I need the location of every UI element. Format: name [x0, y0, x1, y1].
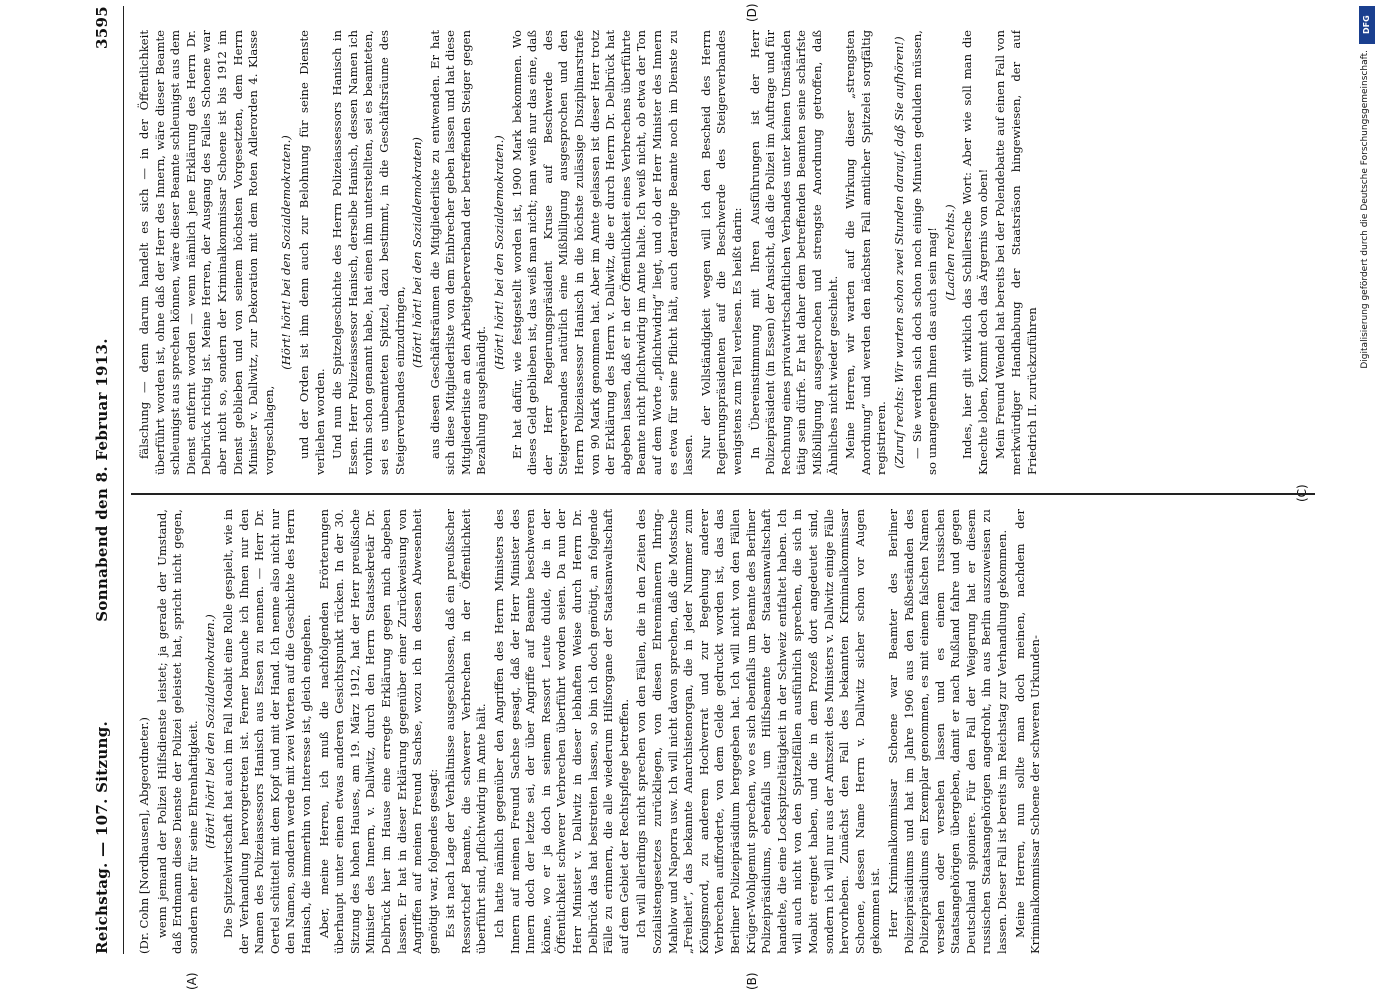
- interjection: (Zuruf rechts: Wir warten schon zwei Stunden darauf, daß Sie aufhören!): [891, 36, 906, 469]
- paragraph: Und nun die Spitzelgeschichte des Herrn Polizeiassessors Hanisch in Essen. Herr Polizeiassessor Hanisch, derselbe Hanisch, dessen Namen ich vorhin schon genannt habe, hat einen ihm unterstellten, sei es beamteten, sei es unbeamteten Spitzel, dazu bestimmt, in die Geschäftsräume des Steigerverbandes einzudringen,: [330, 30, 407, 475]
- interjection: (Hört! hört! bei den Sozialdemokraten.): [492, 135, 507, 370]
- paragraph: Die Spitzelwirtschaft hat auch im Fall Moabit eine Rolle gespielt, wie in der Verhandlung hervorgetreten ist. Ferner brauche ich Ihnen nur den Namen des Polizeiassessors Hanisch aus Essen zu nennen. — Herr Dr. Oertel schüttelt mit dem Kopf und mit der Hand. Ich nenne also nicht nur den Namen, sondern werde mit zwei Worten auf die Geschichte des Herrn Hanisch, die immerhin von Interesse ist, gleich eingehen.: [220, 509, 313, 954]
- paragraph: fälschung — denn darum handelt es sich — in der Öffentlichkeit überführt worden ist, ohne daß der Herr des Innern, wäre dieser Beamte schleunigst aus sprechen können, wäre dieser Beamte schleunigst aus dem Dienst entfernt worden — wenn nämlich jene Erklärung des Herrn Dr. Delbrück richtig ist. Meine Herren, der Ausgang des Falles Schoene war aber nicht so, sondern der Kriminalkommissar Schoene ist bis 1912 im Dienst geblieben und von seinem höchsten Vorgesetzten, dem Herrn Minister v. Dallwitz, zur Dekoration mit dem Roten Adlerorden 4. Klasse vorgeschlagen,: [137, 30, 276, 475]
- paragraph: Herr Kriminalkommissar Schoene war Beamter des Berliner Polizeipräsidiums und hat im Jahre 1906 aus den Paßbeständen des Polizeipräsidiums ein Exemplar genommen, es mit einem falschen Namen versehen oder versehen lassen und es einem russischen Staatsangehörigen übergeben, damit er nach Rußland fahre und gegen Deutschland spioniere. Für den Fall der Weigerung hat er diesem russischen Staatsangehörigen angedroht, ihn aus Berlin auszuweisen zu lassen. Dieser Fall ist bereits im Reichstag zur Verhandlung gekommen.: [885, 509, 1010, 954]
- paragraph: Mein Freund Wendel hat bereits bei der Polendebatte auf einen Fall von merkwürdiger Handhabung der Staatsräson hingewiesen, der auf Friedrich II. zurückzuführen: [993, 30, 1039, 475]
- header-date: Sonnabend den 8. Februar 1913.: [93, 338, 111, 622]
- margin-marker-a: (A): [185, 972, 199, 990]
- margin-marker-d: (D): [745, 3, 759, 22]
- paragraph: Meine Herren, wir warten auf die Wirkung dieser „strengsten Anordnung“ und werden den nächsten Fall amtlicher Spitzelei sorgfältig registrieren.: [843, 30, 889, 475]
- paragraph: Nur der Vollständigkeit wegen will ich den Bescheid des Herrn Regierungspräsidenten auf die Beschwerde des Steigerverbandes wenigstens zum Teil verlesen. Es heißt darin:: [698, 30, 744, 475]
- page-header: [93, 6, 119, 954]
- text-column-right: [137, 30, 1307, 475]
- interjection: (Hört! hört! bei den Sozialdemokraten.): [203, 614, 218, 849]
- header-rule: [123, 6, 124, 954]
- page-number: 3595: [93, 6, 111, 49]
- column-divider: [131, 494, 1315, 496]
- document-page: [45, 0, 1325, 990]
- paragraph: Aber, meine Herren, ich muß die nachfolgenden Erörterungen überhaupt unter einen etwas anderen Gesichtspunkt rücken. In der 30. Sitzung des hohen Hauses, am 19. März 1912, hat der Herr preußische Minister des Innern, v. Dallwitz, durch den Herrn Staatssekretär Dr. Delbrück hier im Hause eine erregte Erklärung gegen mich abgeben lassen. Er hat in dieser Erklärung gegenüber einer Zurückweisung von Angriffen auf meinen Freund Sachse, wozu ich in dessen Abwesenheit genötigt war, folgendes gesagt:: [316, 509, 440, 954]
- paragraph: aus diesen Geschäftsräumen die Mitgliederliste zu entwenden. Er hat sich diese Mitgliederliste von dem Einbrecher geben lassen und hat diese Mitgliederliste an den Arbeitgeberverband der betreffenden Steiger gegen Bezahlung ausgehändigt.: [427, 30, 489, 475]
- paragraph: In Übereinstimmung mit Ihren Ausführungen ist der Herr Polizeipräsident (in Essen) der Ansicht, daß die Polizei im Auftrage und für Rechnung eines privatwirtschaftlichen Verbandes unter keinen Umständen tätig sein dürfe. Er hat daher dem betreffenden Beamten seine schärfste Mißbilligung ausgesprochen und strengste Anordnung getroffen, daß Ähnliches nicht wieder geschieht.: [747, 30, 840, 475]
- paragraph: und der Orden ist ihm denn auch zur Belohnung für seine Dienste verliehen worden.: [296, 30, 327, 475]
- digitization-sidebar: [1359, 6, 1379, 996]
- header-session: Reichstag. — 107. Sitzung.: [93, 720, 111, 954]
- paragraph: Meine Herren, nun sollte man doch meinen, nachdem der Kriminalkommissar Schoene der schweren Urkunden-: [1012, 509, 1043, 954]
- paragraph: Indes, hier gilt wirklich das Schillersche Wort: Aber wie soll man die Knechte loben, Kommt doch das Ärgernis von oben!: [960, 30, 990, 475]
- text-column-left: [137, 509, 1307, 954]
- paragraph: Ich hatte nämlich gegenüber den Angriffen des Herrn Ministers des Innern auf meinen Freund Sachse gesagt, daß der Herr Minister des Innern doch der letzte sei, der über Angriffe auf Beamte beschweren könne, wo er ja doch in seinem Ressort Leute dulde, die in der Öffentlichkeit schwerer Verbrechen überführt worden seien. Da nun der Herr Minister v. Dallwitz in dieser lebhaften Weise durch Herrn Dr. Delbrück das hat bestreiten lassen, so bin ich doch genötigt, an folgende Fälle zu erinnern, die alle wiederum Hilfsorgane der Staatsanwaltschaft auf dem Gebiet der Rechtspflege betreffen.: [492, 509, 631, 954]
- funding-credit: Digitalisierung gefördert durch die Deutsche Forschungsgemeinschaft.: [1360, 50, 1370, 369]
- paragraph: Ich will allerdings nicht sprechen von den Fällen, die in den Zeiten des Sozialistengesetzes zurückliegen, von diesen Ehrenmännern Ihring-Mahlow und Naporra usw. Ich will nicht davon sprechen, daß die Mostsche „Freiheit“, das bekannte Anarchistenorgan, die in jeder Nummer zum Königsmord, zu anderem Hochverrat und zur Begehung anderer Verbrechen aufforderte, von dem Gelde gedruckt worden ist, das das Berliner Polizeipräsidium hergegeben hat. Ich will nicht von den Fällen Krüger-Wohlgemut sprechen, wo es sich ebenfalls um Beamte des Berliner Polizeipräsidiums, ebenfalls um Hilfsbeamte der Staatsanwaltschaft handelte, die eine Lockspitzeltätigkeit in der Schweiz entfaltet haben. Ich will auch nicht von den Spitzelfällen ausführlich sprechen, die sich in Moabit ereignet haben, und die in dem Prozeß dort angedeutet sind, sondern ich will nur aus der Amtszeit des Ministers v. Dallwitz einige Fälle hervorheben. Zunächst den Fall des bekannten Kriminalkommissar Schoene, dessen Name Herrn v. Dallwitz sicher schon vor Augen gekommen ist.: [634, 509, 883, 954]
- interjection: (Hört! hört! bei den Sozialdemokraten.): [279, 135, 294, 370]
- interjection: (Hört! hört! bei den Sozialdemokraten): [410, 137, 425, 368]
- paragraph: wenn jemand der Polizei Hilfsdienste leistet; ja gerade der Umstand, daß Erdmann diese Dienste der Polizei geleistet hat, spricht nicht gegen, sondern eher für seine Ehrenhaftigkeit.: [154, 509, 200, 954]
- speaker-line: (Dr. Cohn [Nordhausen], Abgeordneter.): [137, 717, 151, 954]
- paragraph: Es ist nach Lage der Verhältnisse ausgeschlossen, daß ein preußischer Ressortchef Beamte, die schwerer Verbrechen in der Öffentlichkeit überführt sind, pflichtwidrig im Amte hält.: [443, 509, 489, 954]
- dfg-logo: DFG: [1359, 6, 1375, 44]
- margin-marker-b: (B): [745, 972, 759, 990]
- paragraph: Er hat dafür, wie festgestellt worden ist, 1900 Mark bekommen. Wo dieses Geld geblieben ist, das weiß man nicht; man weiß nur das eine, daß der Herr Regierungspräsident Kruse auf Beschwerde des Steigerverbandes natürlich eine Mißbilligung ausgesprochen und den Herrn Polizeiassessor Hanisch in die höchste zulässige Disziplinarstrafe von 90 Mark genommen hat. Aber im Amte gelassen ist dieser Herr trotz der Erklärung des Herrn v. Dallwitz, die er durch Herrn Dr. Delbrück hat abgeben lassen, daß er in der Öffentlichkeit eines Verbrechens überführte Beamte nicht pflichtwidrig im Amte halte. Ich weiß nicht, ob etwa der Ton auf dem Worte „pflichtwidrig“ liegt, und ob der Herr Minister des Innern es etwa für seine Pflicht hält, auch derartige Beamte noch im Dienste zu lassen.: [509, 30, 696, 475]
- paragraph: — Sie werden sich doch schon noch einige Minuten gedulden müssen, so unangenehm Ihnen das auch sein mag!: [909, 30, 940, 475]
- interjection: (Lachen rechts.): [942, 204, 957, 301]
